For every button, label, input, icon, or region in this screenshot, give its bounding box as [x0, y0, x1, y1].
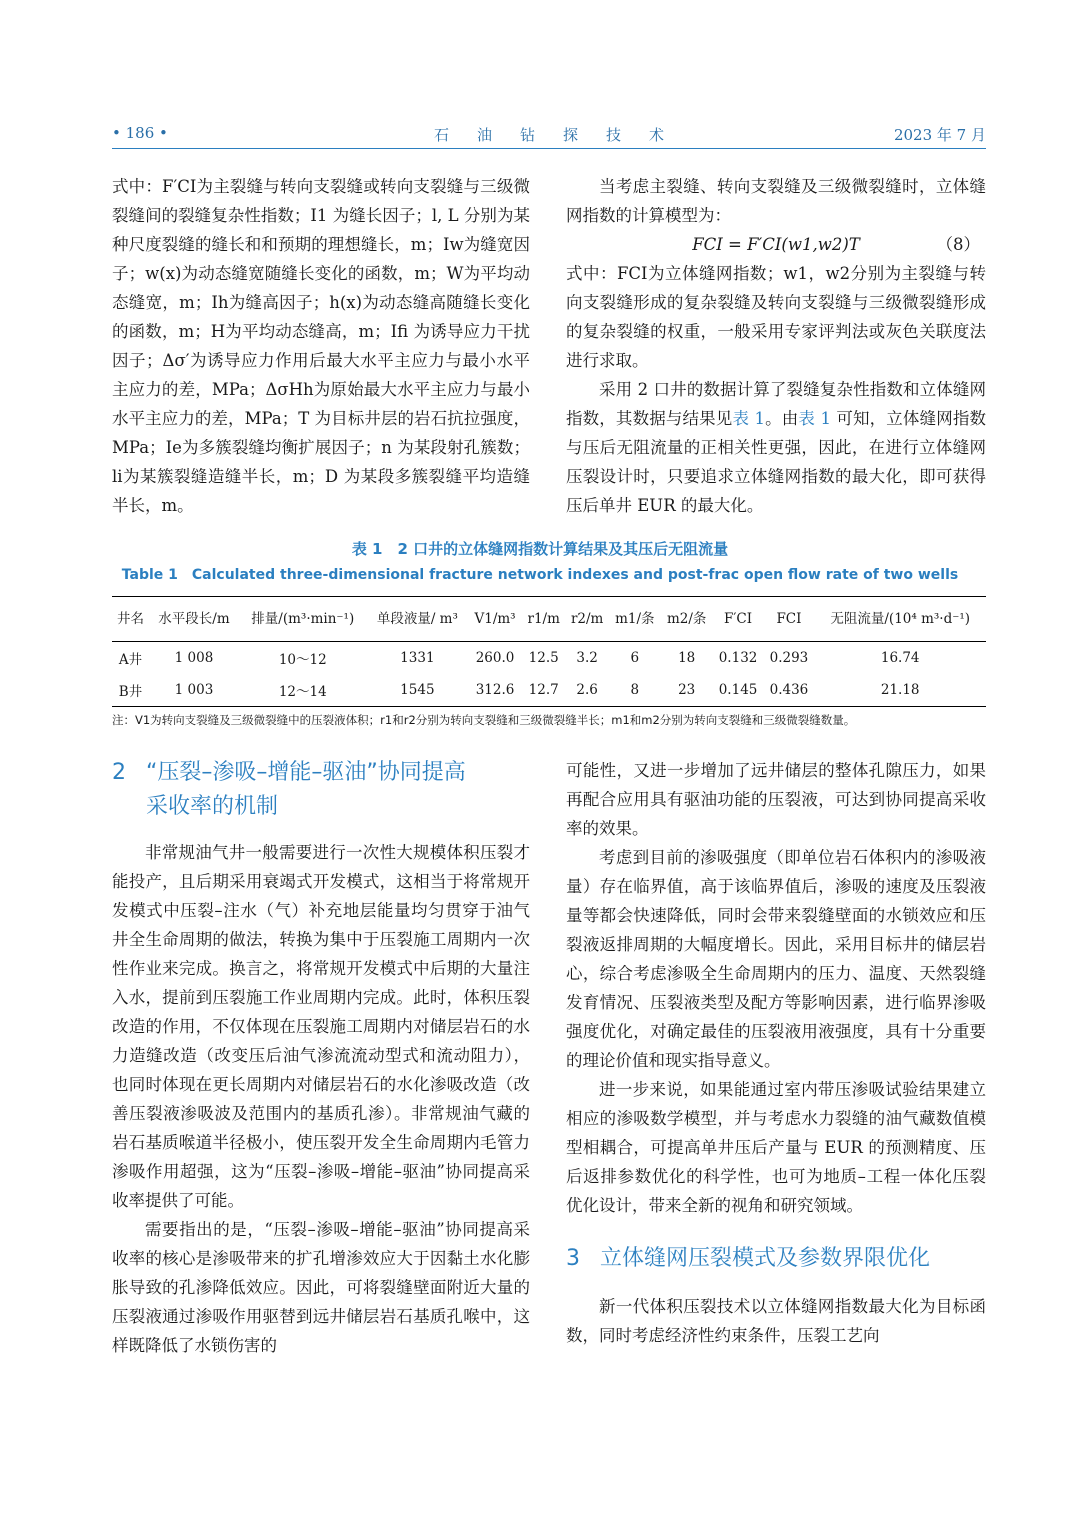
table-1-link[interactable]: 表 1 [798, 409, 831, 428]
table-caption-en: Table 1 Calculated three-dimensional fracture network indexes and post-frac open flow rate of two wells [121, 567, 959, 583]
paragraph: 可能性，又进一步增加了远井储层的整体孔隙压力，如果再配合应用具有驱油功能的压裂液，可达到协同提高采收率的效果。 [566, 761, 986, 838]
table-cell: 0.293 [769, 650, 809, 666]
table-header-cell: 排量/(m³·min⁻¹) [239, 597, 367, 642]
journal-title: 石油钻探技术 [433, 126, 692, 144]
table-cell: 21.18 [880, 682, 920, 698]
table-cell: 12.7 [528, 682, 559, 698]
table-cell: 8 [630, 682, 640, 698]
table-cell: 18 [678, 650, 696, 666]
table-header-cell: V1/m³ [468, 597, 522, 642]
paragraph: 采用 2 口井的数据计算了裂缝复杂性指数和立体缝网指数，其数据与结果见表 1。由表 1 可知，立体缝网指数与压后无阻流量的正相关性更强，因此，在进行立体缝网压裂设计时，只要追求立体缝网指数的最大化，即可获得压后单井 EUR 的最大化。 [566, 380, 986, 515]
table-cell: 0.132 [718, 650, 758, 666]
table-cell: 312.6 [475, 682, 515, 698]
table-caption-cn: 表 1 2 口井的立体缝网指数计算结果及其压后无阻流量 [351, 540, 729, 558]
table-cell: A井 [118, 652, 143, 668]
table-header-cell: m2/条 [661, 597, 713, 642]
table-header-cell: r2/m [565, 597, 608, 642]
data-table [112, 596, 986, 707]
equation-number: （8） [936, 235, 980, 254]
table-note: 注：V1为转向支裂缝及三级微裂缝中的压裂液体积；r1和r2分别为转向支裂缝和三级微裂缝半长；m1和m2分别为转向支裂缝和三级微裂缝数量。 [112, 713, 856, 727]
table-cell: 23 [678, 682, 696, 698]
section-number: 3 [566, 1246, 580, 1271]
section-number: 2 [112, 760, 126, 785]
running-header [112, 122, 986, 149]
section-title: “压裂–渗吸–增能–驱油”协同提高 [146, 760, 466, 785]
section-title-cont: 采收率的机制 [146, 794, 279, 819]
table-header-cell: 井名 [112, 597, 149, 642]
equation-body: FCI = F′CI(w1,w2)T [692, 235, 860, 254]
table-cell: 1331 [400, 650, 435, 666]
table-header-cell: 单段液量/ m³ [367, 597, 469, 642]
paragraph: 非常规油气井一般需要进行一次性大规模体积压裂才能投产，且后期采用衰竭式开发模式，这相当于将常规开发模式中压裂–注水（气）补充地层能量均匀贯穿于油气井全生命周期的做法，转换为集中于压裂施工周期内一次性作业来完成。换言之，将常规开发模式中后期的大量注入水，提前到压裂施工作业周期内完成。此时，体积压裂改造的作用，不仅体现在压裂施工周期内对储层岩石的水力造缝改造（改变压后油气渗流流动型式和流动阻力），也同时体现在更长周期内对储层岩石的水化渗吸改造（改善压裂液渗吸波及范围内的基质孔渗）。非常规油气藏的岩石基质喉道半径极小，使压裂开发全生命周期内毛管力渗吸作用超强，这为“压裂–渗吸–增能–驱油”协同提高采收率提供了可能。 [112, 843, 530, 1210]
paragraph: 考虑到目前的渗吸强度（即单位岩石体积内的渗吸液量）存在临界值，高于该临界值后，渗吸的速度及压裂液量等都会快速降低，同时会带来裂缝壁面的水锁效应和压裂液返排周期的大幅度增长。因此，采用目标井的储层岩心，综合考虑渗吸全生命周期内的压力、温度、天然裂缝发育情况、压裂液类型及配方等影响因素，进行临界渗吸强度优化，对确定最佳的压裂液用液强度，具有十分重要的理论价值和现实指导意义。 [566, 848, 986, 1070]
paragraph: 需要指出的是，“压裂–渗吸–增能–驱油”协同提高采收率的核心是渗吸带来的扩孔增渗效应大于因黏土水化膨胀导致的孔渗降低效应。因此，可将裂缝壁面附近大量的压裂液通过渗吸作用驱替到远井储层岩石基质孔喉中，这样既降低了水锁伤害的 [112, 1220, 530, 1355]
table-header-cell: 无阻流量/(10⁴ m³·d⁻¹) [814, 597, 986, 642]
table-cell: 10～12 [278, 652, 327, 668]
table-cell: B井 [118, 684, 143, 700]
page-number: • 186 • [112, 124, 168, 142]
section-2-heading [112, 756, 530, 824]
symbol-definitions: 式中：F′CI为主裂缝与转向支裂缝或转向支裂缝与三级微裂缝间的裂缝复杂性指数；I1 为缝长因子；l, L 分别为某种尺度裂缝的缝长和和预期的理想缝长，m；Iw为缝宽因子；w(x)为动态缝宽随缝长变化的函数，m；W为平均动态缝宽，m；Ih为缝高因子；h(x)为动态缝高随缝长变化的函数，m；H为平均动态缝高，m；Ifi 为诱导应力干扰因子；Δσ′为诱导应力作用后最大水平主应力与最小水平主应力的差，MPa；ΔσHh为原始最大水平主应力与最小水平主应力的差，MPa；T 为目标井层的岩石抗拉强度，MPa；Ie为多簇裂缝均衡扩展因子；n 为某段射孔簇数；li为某簇裂缝造缝半长，m；D 为某段多簇裂缝平均造缝半长，m。 [112, 177, 530, 515]
table-header-cell: m1/条 [609, 597, 661, 642]
issue-date: 2023 年 7 月 [893, 126, 986, 144]
table-cell: 1545 [400, 682, 435, 698]
table-row [112, 642, 986, 675]
right-column-top [566, 172, 986, 520]
right-column-bottom [566, 756, 986, 1350]
table-cell: 0.145 [718, 682, 758, 698]
paragraph: 新一代体积压裂技术以立体缝网指数最大化为目标函数，同时考虑经济性约束条件，压裂工艺向 [566, 1297, 986, 1345]
equation-8 [566, 230, 986, 259]
left-column-top [112, 172, 530, 520]
table-cell: 0.436 [769, 682, 809, 698]
table-cell: 12.5 [528, 650, 559, 666]
paragraph: 进一步来说，如果能通过室内带压渗吸试验结果建立相应的渗吸数学模型，并与考虑水力裂缝的油气藏数值模型相耦合，可提高单井压后产量与 EUR 的预测精度、压后返排参数优化的科学性，也可为地质–工程一体化压裂优化设计，带来全新的视角和研究领域。 [566, 1080, 986, 1215]
left-column-bottom [112, 756, 530, 1360]
table-cell: 1 003 [174, 682, 214, 698]
paragraph: 式中：FCI为立体缝网指数；w1，w2分别为主裂缝与转向支裂缝形成的复杂裂缝及转向支裂缝与三级微裂缝形成的复杂裂缝的权重，一般采用专家评判法或灰色关联度法进行求取。 [566, 264, 986, 370]
table-1-link[interactable]: 表 1 [732, 409, 765, 428]
table-cell: 12～14 [278, 684, 327, 700]
table-header-cell: r1/m [522, 597, 565, 642]
table-cell: 260.0 [475, 650, 515, 666]
section-title: 立体缝网压裂模式及参数界限优化 [600, 1246, 931, 1271]
section-3-heading [566, 1242, 986, 1276]
paragraph: 当考虑主裂缝、转向支裂缝及三级微裂缝时，立体缝网指数的计算模型为： [566, 177, 986, 225]
table-cell: 2.6 [576, 682, 598, 698]
table-cell: 6 [630, 650, 640, 666]
table-header-row [112, 597, 986, 642]
table-cell: 3.2 [576, 650, 598, 666]
table-row [112, 674, 986, 707]
table-cell: 16.74 [880, 650, 920, 666]
table-header-cell: FCI [764, 597, 815, 642]
table-cell: 1 008 [174, 650, 214, 666]
table-header-cell: 水平段长/m [149, 597, 239, 642]
table-header-cell: F′CI [713, 597, 764, 642]
